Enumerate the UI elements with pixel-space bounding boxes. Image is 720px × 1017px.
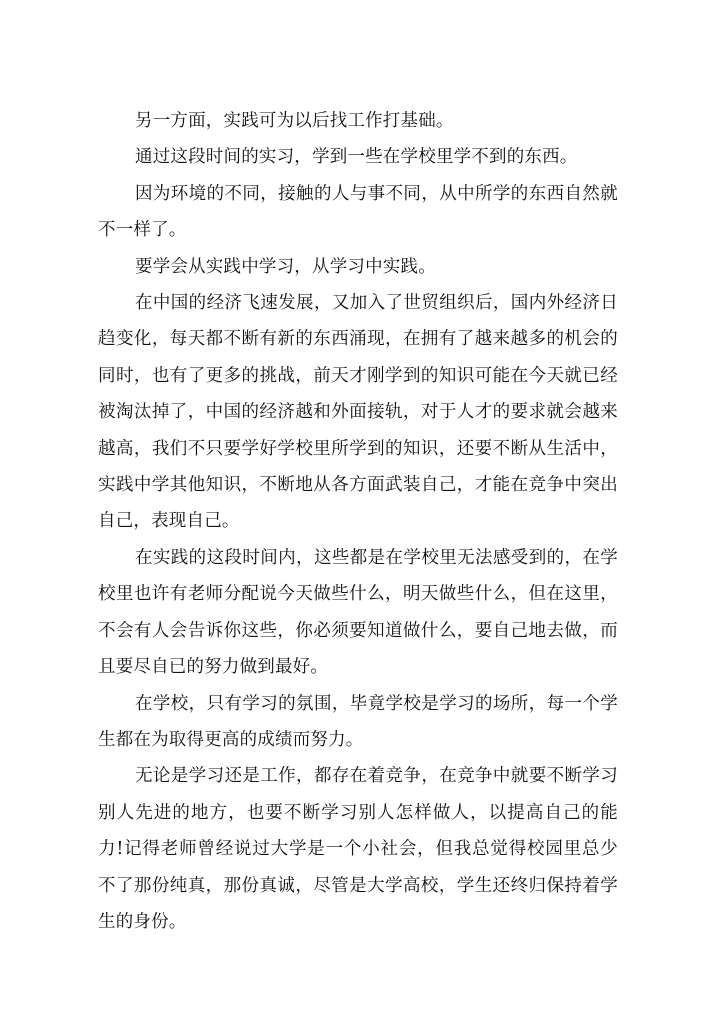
paragraph-6: 在实践的这段时间内，这些都是在学校里无法感受到的，在学校里也许有老师分配说今天做些什么，明天做些什么，但在这里，不会有人会告诉你这些，你必须要知道做什么，要自己地去做，而且要尽自已的努力做到最好。: [98, 547, 618, 678]
paragraph-5: 在中国的经济飞速发展，又加入了世贸组织后，国内外经济日趋变化，每天都不断有新的东西涌现，在拥有了越来越多的机会的同时，也有了更多的挑战，前天才刚学到的知识可能在今天就已经被淘汰掉了，中国的经济越和外面接轨，对于人才的要求就会越来越高，我们不只要学好学校里所学到的知识，还要不断从生活中，实践中学其他知识，不断地从各方面武装自己，才能在竞争中突出自己，表现自己。: [98, 293, 618, 532]
document-body: [98, 103, 618, 940]
paragraph-2: 通过这段时间的实习，学到一些在学校里学不到的东西。: [135, 147, 578, 168]
paragraph-7: 在学校，只有学习的氛围，毕竟学校是学习的场所，每一个学生都在为取得更高的成绩而努力。: [98, 693, 618, 750]
paragraph-4: 要学会从实践中学习，从学习中实践。: [135, 256, 436, 277]
paragraph-3: 因为环境的不同，接触的人与事不同，从中所学的东西自然就不一样了。: [98, 183, 618, 241]
paragraph-8: 无论是学习还是工作，都存在着竞争，在竞争中就要不断学习别人先进的地方，也要不断学习别人怎样做人，以提高自己的能力!记得老师曾经说过大学是一个小社会，但我总觉得校园里总少不了那份纯真，那份真诚，尽管是大学高校，学生还终归保持着学生的身份。: [98, 766, 618, 932]
paragraph-1: 另一方面，实践可为以后找工作打基础。: [135, 111, 454, 131]
